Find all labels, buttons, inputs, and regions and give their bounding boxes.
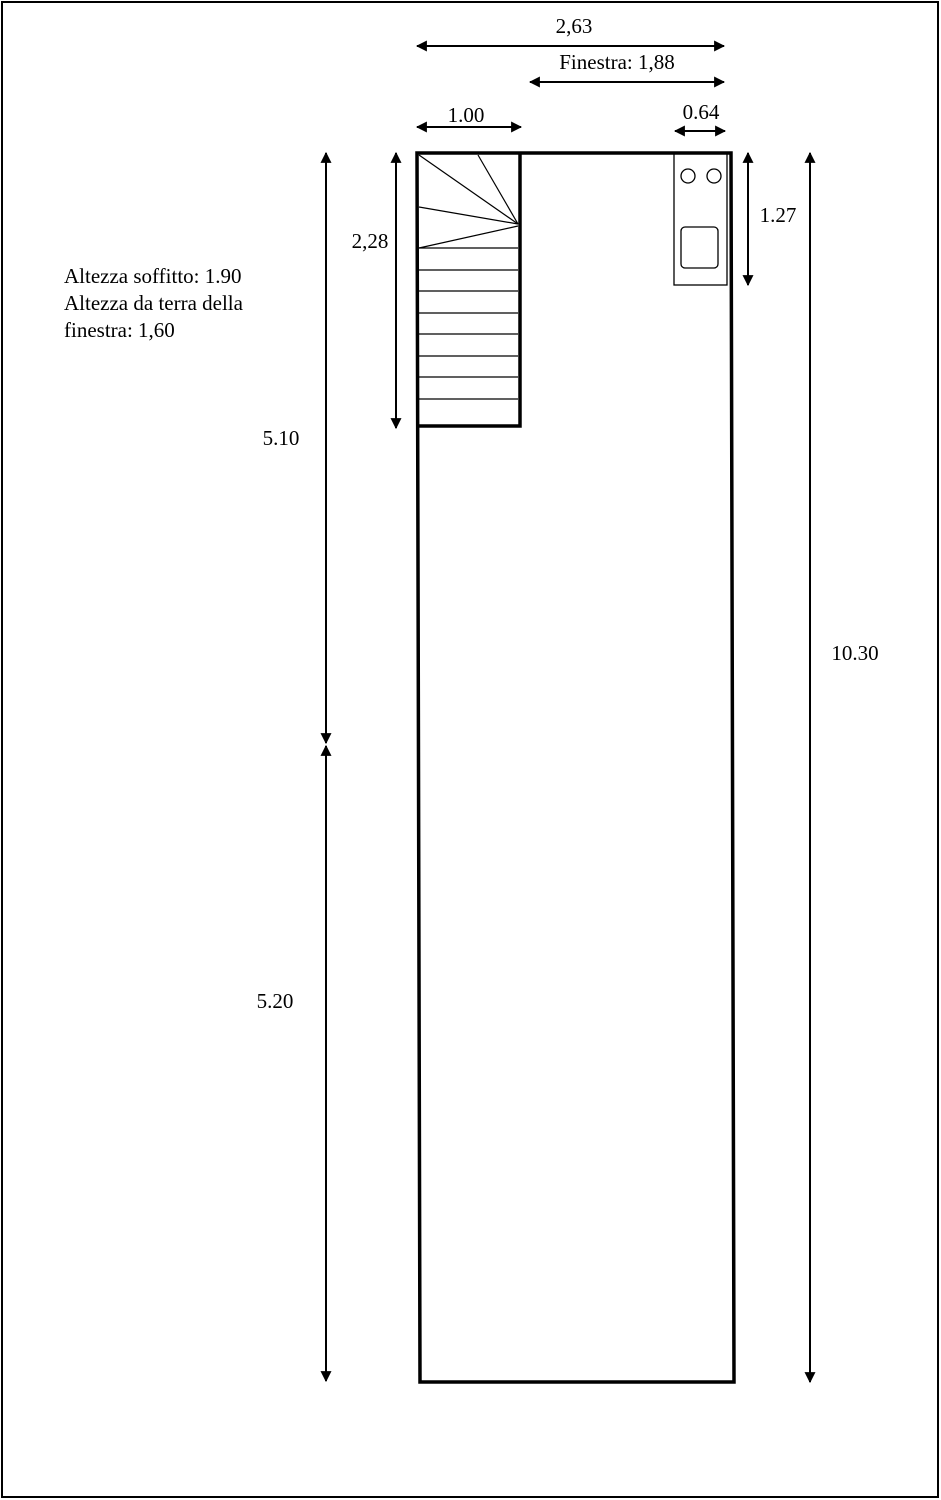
room-outline: [417, 153, 734, 1382]
dim-label-lower-section: 5.20: [256, 989, 294, 1013]
staircase: [417, 153, 520, 426]
stair-treads: [419, 248, 518, 399]
window-height-note-line2: finestra: 1,60: [64, 318, 175, 342]
page-border: [2, 2, 938, 1497]
dim-label-total-width: 2,63: [555, 14, 593, 38]
dim-label-kitchen-depth: 1.27: [759, 203, 797, 227]
dim-label-upper-section: 5.10: [262, 426, 300, 450]
burner-icon: [681, 169, 695, 183]
window-height-note-line1: Altezza da terra della: [64, 291, 243, 315]
stair-enclosure: [417, 153, 520, 426]
sink-icon: [681, 227, 718, 268]
burner-icon: [707, 169, 721, 183]
ceiling-height-note: Altezza soffitto: 1.90: [64, 264, 242, 288]
dim-label-window: Finestra: 1,88: [559, 50, 675, 74]
dim-label-stair-length: 2,28: [351, 229, 389, 253]
height-notes: [64, 263, 294, 344]
dim-label-total-length: 10.30: [831, 641, 879, 665]
kitchenette: [674, 153, 727, 285]
dim-label-stair-width: 1.00: [447, 103, 485, 127]
dim-label-kitchen-width: 0.64: [682, 100, 720, 124]
stair-winder-lines: [419, 155, 518, 248]
